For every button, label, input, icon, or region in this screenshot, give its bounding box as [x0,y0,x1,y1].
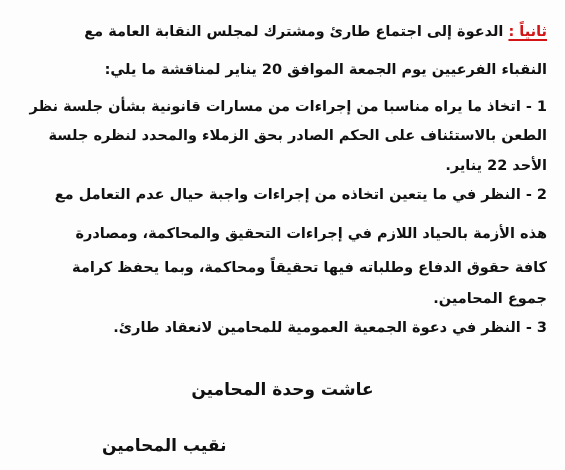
item-1-line-1: 1 - اتخاذ ما يراه مناسبا من إجراءات من مسارات قانونية بشأن جلسة نظر [29,99,547,115]
intro-text: الدعوة إلى اجتماع طارئ ومشترك لمجلس النقابة العامة مع [84,24,504,40]
signature-title: نقيب المحامين [102,436,227,456]
item-1-line-3: الأحد 22 يناير. [445,158,547,174]
item-1-line-2: الطعن بالاستئناف على الحكم الصادر بحق الزملاء والمحدد لنظره جلسة [48,128,547,144]
section-heading: ثانياً : [508,24,547,40]
closing-slogan: عاشت وحدة المحامين [191,380,374,400]
paragraph-intro-line-2: النقباء الفرعيين يوم الجمعة الموافق 20 يناير لمناقشة ما يلي: [104,62,547,78]
item-2-line-1: 2 - النظر في ما يتعين اتخاذه من إجراءات واجبة حيال عدم التعامل مع [54,187,547,203]
item-3-line-1: 3 - النظر في دعوة الجمعية العمومية للمحامين لانعقاد طارئ. [113,320,547,336]
item-2-line-2: هذه الأزمة بالحياد اللازم في إجراءات التحقيق والمحاكمة، ومصادرة [75,226,547,242]
item-2-line-3: كافة حقوق الدفاع وطلباته فيها تحقيقاً ومحاكمة، وبما يحفظ كرامة [72,260,547,276]
paragraph-intro-line-1 [84,20,547,44]
item-2-line-4: جموع المحامين. [433,291,547,307]
